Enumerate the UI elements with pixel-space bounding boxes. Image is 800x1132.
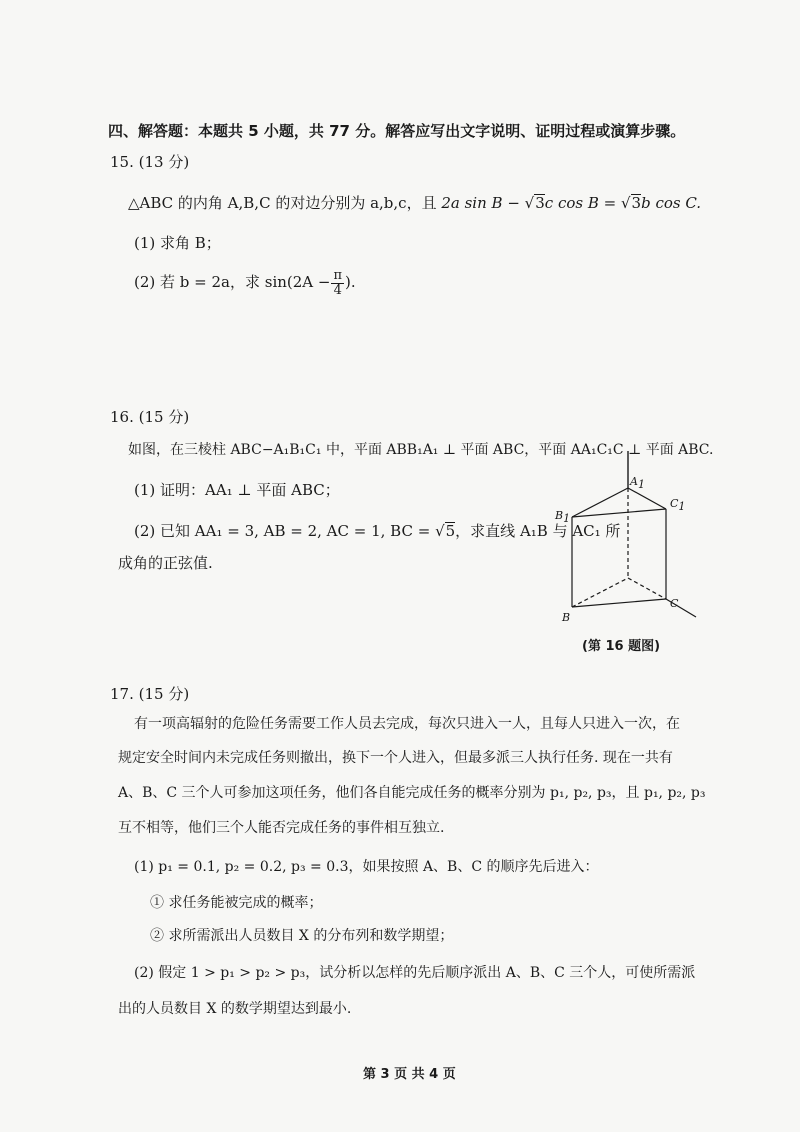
q15-stem: △ABC 的内角 A,B,C 的对边分别为 a,b,c，且 2a sin B − √3c cos B = √3b cos C. <box>128 194 702 212</box>
q16-score: (15 分) <box>138 408 190 426</box>
q17-number: 17. <box>110 685 134 703</box>
q15-part2-prefix: (2) 若 b = 2a，求 sin(2A − <box>134 273 331 291</box>
q15-part2-fraction <box>331 269 344 298</box>
edge-a1-c1 <box>628 488 666 509</box>
q15-number: 15. <box>110 153 134 171</box>
q16-heading <box>110 407 189 427</box>
q16-part2-line2: 成角的正弦值. <box>118 554 213 572</box>
q15-score: (13 分) <box>138 153 190 171</box>
q15-stem-eq-1: 2a sin B − <box>441 194 520 212</box>
q15-stem-sqrt-1: 3 <box>535 194 545 212</box>
q15-part2 <box>134 265 356 299</box>
q16-part2-a: (2) 已知 AA₁ = 3, AB = 2, AC = 1, BC = <box>134 522 431 540</box>
q16-stem: 如图，在三棱柱 ABC−A₁B₁C₁ 中，平面 ABB₁A₁ ⊥ 平面 ABC，平面 AA₁C₁C ⊥ 平面 ABC. <box>128 442 714 458</box>
q17-heading <box>110 684 189 704</box>
q17-part1-ii: ② 求所需派出人员数目 X 的分布列和数学期望； <box>150 928 454 944</box>
q16-part2-line1: (2) 已知 AA₁ = 3, AB = 2, AC = 1, BC = √5，求直线 A₁B 与 AC₁ 所 <box>134 522 621 540</box>
q16-prism-figure <box>550 445 710 630</box>
page-footer: 第 3 页 共 4 页 <box>363 1067 456 1082</box>
q17-part1: (1) p₁ = 0.1, p₂ = 0.2, p₃ = 0.3，如果按照 A、B、C 的顺序先后进入： <box>134 859 599 875</box>
q16-number: 16. <box>110 408 134 426</box>
label-c: C <box>670 597 679 610</box>
q15-stem-eq-2: c cos B = <box>544 194 617 212</box>
q17-stem-2: 规定安全时间内未完成任务则撤出，换下一个人进入，但最多派三人执行任务. 现在一共有 <box>118 750 673 766</box>
q15-heading <box>110 152 189 172</box>
label-b1: B1 <box>555 509 571 525</box>
q16-part1: (1) 证明：AA₁ ⊥ 平面 ABC； <box>134 481 340 499</box>
q17-part2-line2: 出的人员数目 X 的数学期望达到最小. <box>118 1001 352 1017</box>
q16-part2-sqrt: 5 <box>445 522 456 540</box>
q17-part1-i: ① 求任务能被完成的概率； <box>150 895 323 911</box>
edge-a-c-hidden <box>628 578 666 599</box>
q15-part2-suffix: ). <box>345 273 356 291</box>
section-header: 四、解答题：本题共 5 小题，共 77 分。解答应写出文字说明、证明过程或演算步骤。 <box>108 122 686 140</box>
q15-stem-eq-3: b cos C. <box>641 194 702 212</box>
q15-frac-num: π <box>333 267 343 283</box>
q15-stem-sqrt-2: 3 <box>631 194 642 212</box>
q17-stem-4: 互不相等，他们三个人能否完成任务的事件相互独立. <box>118 820 445 836</box>
q17-score: (15 分) <box>138 685 190 703</box>
q17-stem-3: A、B、C 三个人可参加这项任务，他们各自能完成任务的概率分别为 p₁, p₂, p₃，且 p₁, p₂, p₃ <box>118 785 706 801</box>
q15-frac-den: 4 <box>333 282 342 298</box>
q16-figure-caption: (第 16 题图) <box>582 639 661 654</box>
q17-part2-line1: (2) 假定 1 > p₁ > p₂ > p₃，试分析以怎样的先后顺序派出 A、B、C 三个人，可使所需派 <box>134 965 696 981</box>
q16-part2-b: ，求直线 A₁B 与 AC₁ 所 <box>455 522 621 540</box>
label-a1: A1 <box>630 475 645 491</box>
q15-part1: (1) 求角 B； <box>134 234 221 252</box>
label-c1: C1 <box>670 497 686 513</box>
label-b: B <box>562 611 571 624</box>
q17-stem-1: 有一项高辐射的危险任务需要工作人员去完成，每次只进入一人，且每人只进入一次，在 <box>134 716 680 732</box>
q15-stem-prefix: △ABC 的内角 A,B,C 的对边分别为 a,b,c，且 <box>128 194 437 212</box>
